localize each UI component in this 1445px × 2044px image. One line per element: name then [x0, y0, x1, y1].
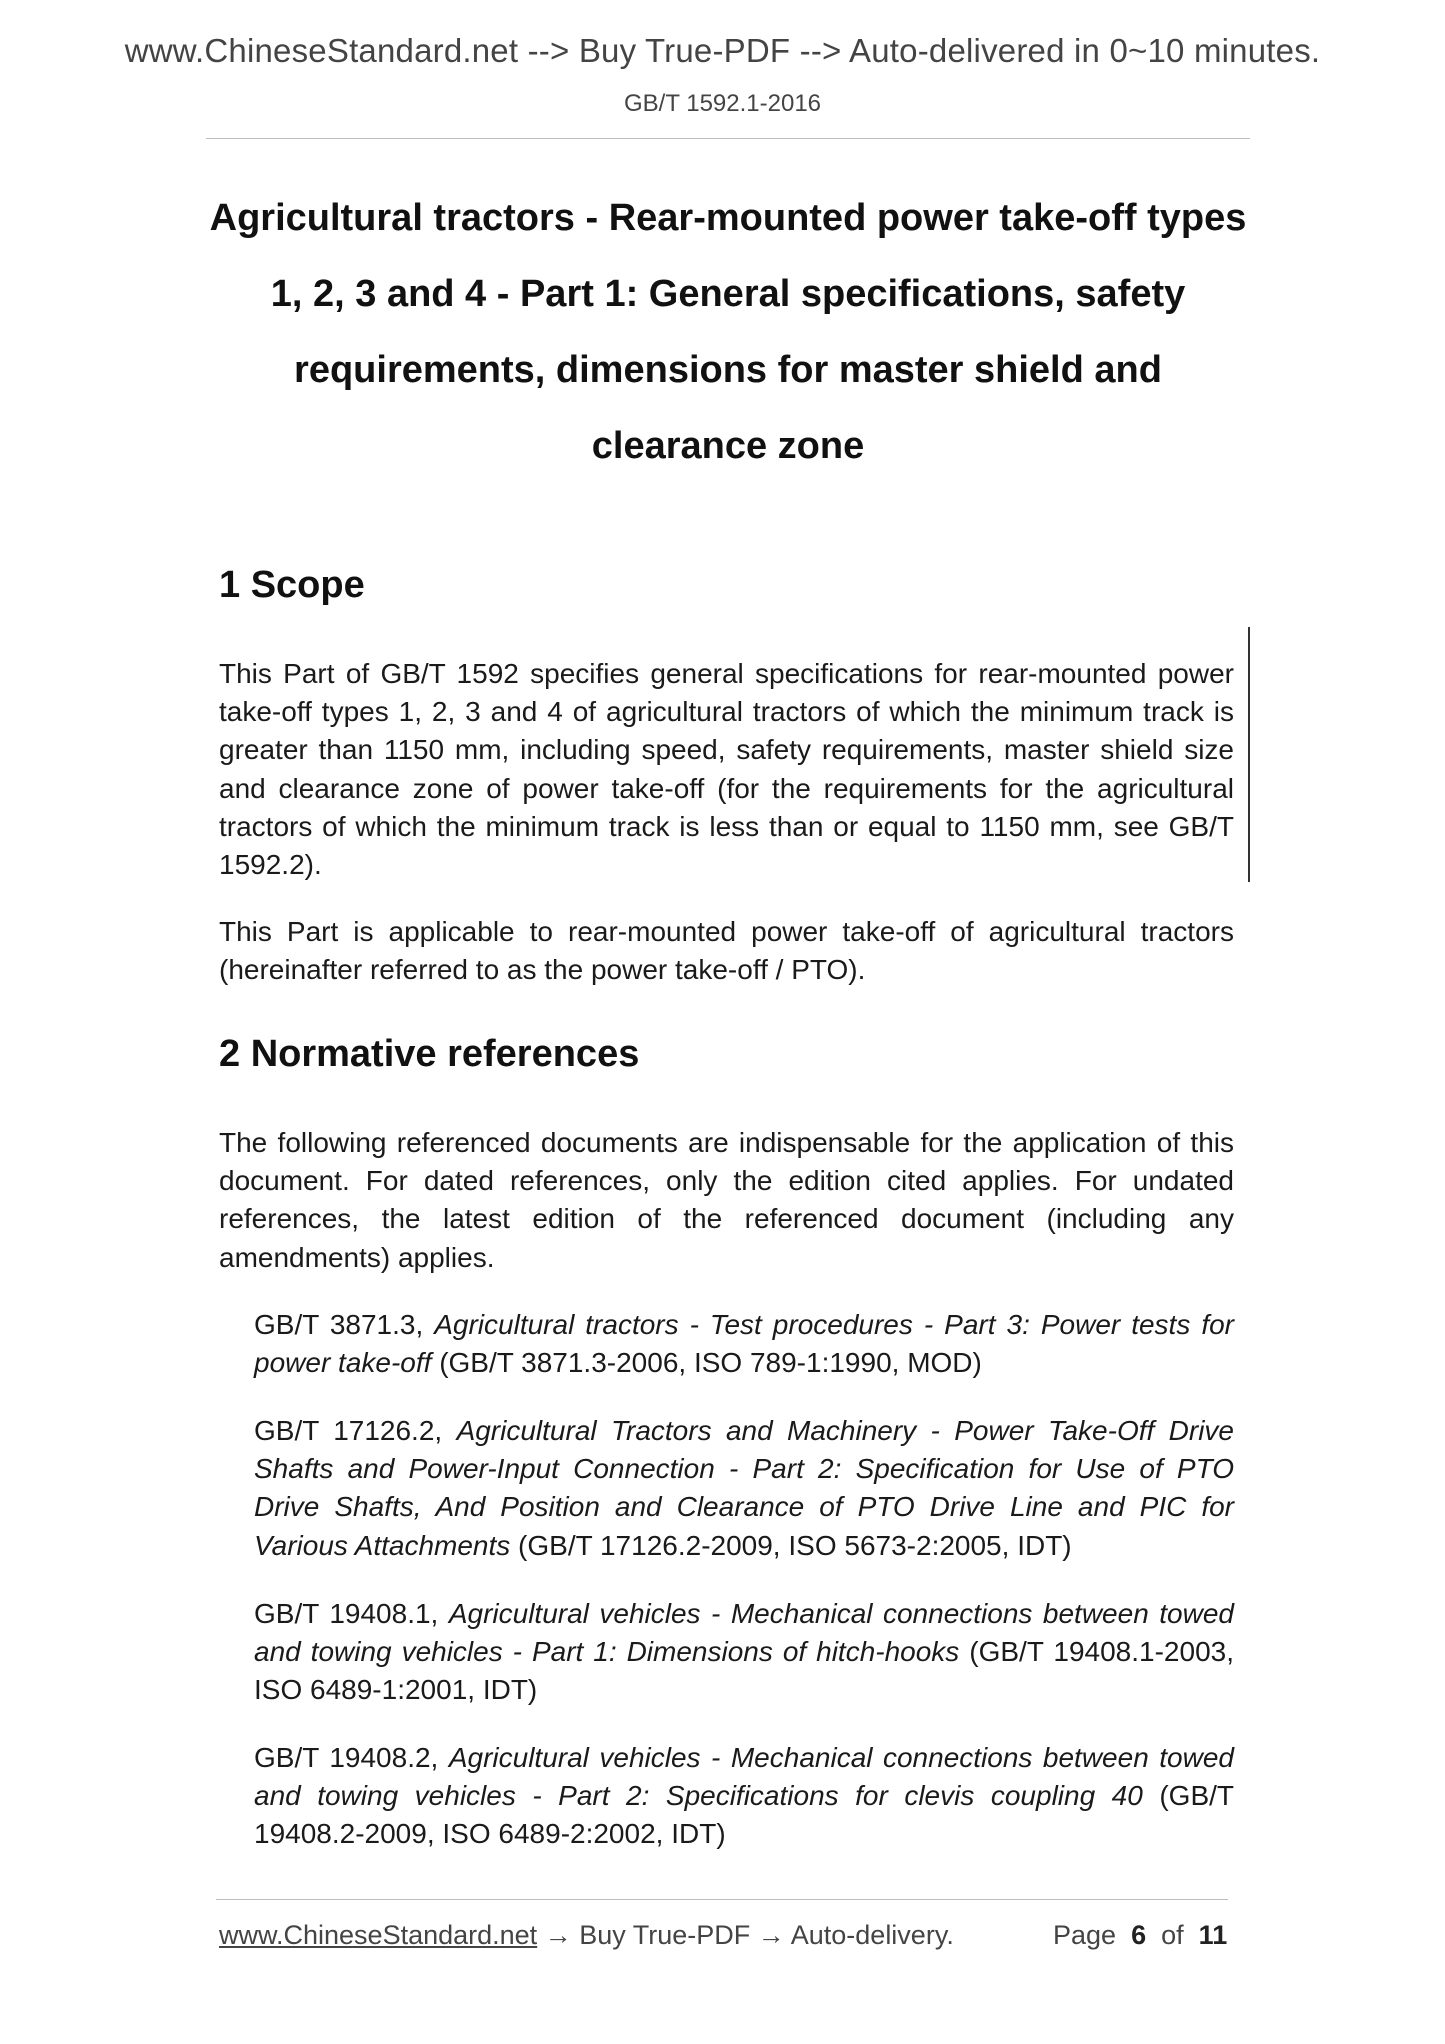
page-total: 11 — [1198, 1920, 1228, 1950]
standard-code: GB/T 1592.1-2016 — [623, 90, 822, 117]
reference-title: Agricultural vehicles - Mechanical connections between towed and towing vehicles - Part 1: Dimensions of hitch-hooks — [254, 1598, 1234, 1668]
reference-tail: (GB/T 3871.3-2006, ISO 789-1:1990, MOD) — [431, 1347, 982, 1379]
section-heading-normative-references: 2 Normative references — [219, 1033, 640, 1075]
footer-site-link[interactable]: www.ChineseStandard.net — [219, 1920, 538, 1950]
reference-tail: (GB/T 19408.1-2003, ISO 6489-1:2001, IDT) — [254, 1636, 1234, 1706]
reference-code: GB/T 19408.1, — [254, 1598, 449, 1629]
reference-item — [254, 1306, 1234, 1382]
section-heading-scope: 1 Scope — [219, 564, 365, 606]
footer-nav-text: → Buy True-PDF → Auto-delivery. — [537, 1920, 954, 1950]
change-bar — [1248, 627, 1250, 882]
document-title: Agricultural tractors - Rear-mounted power take-off types 1, 2, 3 and 4 - Part 1: General specifications, safety requirements, dimensions for master shield and clearance zone — [209, 197, 1247, 467]
reference-tail: (GB/T 19408.2-2009, ISO 6489-2:2002, IDT) — [254, 1780, 1234, 1850]
page-of: of — [1161, 1920, 1184, 1950]
reference-code: GB/T 19408.2, — [254, 1742, 449, 1773]
reference-code: GB/T 3871.3, — [254, 1309, 435, 1340]
reference-title: Agricultural vehicles - Mechanical connections between towed and towing vehicles - Part 2: Specifications for clevis coupling 40 — [254, 1742, 1234, 1812]
reference-item — [254, 1595, 1234, 1710]
footer-divider — [216, 1899, 1228, 1900]
scope-paragraph-2: This Part is applicable to rear-mounted power take-off of agricultural tractors (hereinafter referred to as the power take-off / PTO). — [219, 916, 1234, 986]
reference-item — [254, 1412, 1234, 1565]
reference-code: GB/T 17126.2, — [254, 1415, 457, 1446]
normative-intro-paragraph: The following referenced documents are indispensable for the application of this document. For dated references, only the edition cited applies. For undated references, the latest edition of the referenced document (including any amendments) applies. — [219, 1127, 1234, 1273]
page-current: 6 — [1131, 1920, 1147, 1950]
reference-item — [254, 1739, 1234, 1854]
reference-tail: (GB/T 17126.2-2009, ISO 5673-2:2005, IDT) — [510, 1529, 1072, 1561]
reference-title: Agricultural Tractors and Machinery - Power Take-Off Drive Shafts and Power-Input Connection - Part 2: Specification for Use of PTO Drive Shafts, And Position and Clearance of PTO Drive Line and PIC for Various Attachments — [254, 1415, 1234, 1561]
header-banner: www.ChineseStandard.net --> Buy True-PDF --> Auto-delivered in 0~10 minutes. — [124, 32, 1321, 69]
scope-paragraph-1: This Part of GB/T 1592 specifies general specifications for rear-mounted power take-off types 1, 2, 3 and 4 of agricultural tractors of which the minimum track is greater than 1150 mm, including speed, safety requirements, master shield size and clearance zone of power take-off (for the requirements for the agricultural tractors of which the minimum track is less than or equal to 1150 mm, see GB/T 1592.2). — [219, 658, 1234, 881]
page-label: Page — [1053, 1920, 1117, 1950]
header-divider — [206, 138, 1250, 139]
reference-title: Agricultural tractors - Test procedures - Part 3: Power tests for power take-off — [254, 1309, 1234, 1379]
footer-nav — [219, 1920, 954, 1951]
page-indicator — [1053, 1920, 1227, 1951]
